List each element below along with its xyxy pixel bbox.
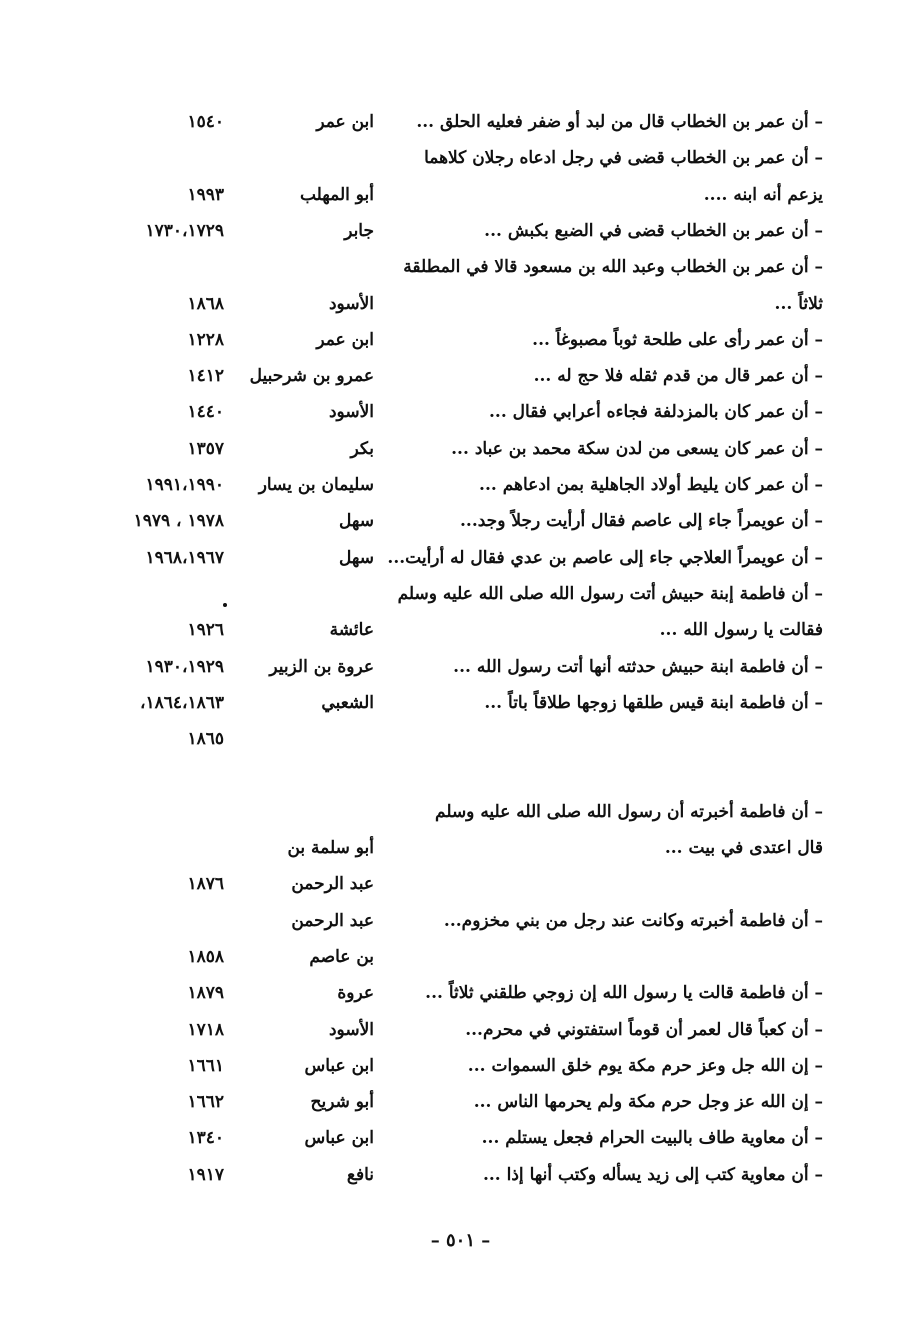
narrator-name: نافع: [346, 1164, 374, 1185]
narrator-name: الشعبي: [321, 692, 374, 713]
hadith-number: ١٦٦١: [187, 1055, 224, 1076]
index-row: [0, 649, 921, 685]
hadith-text: – أن عمر كان بالمزدلفة فجاءه أعرابي فقال ...: [489, 402, 823, 423]
narrator-name: عمرو بن شرحبيل: [249, 366, 374, 387]
hadith-text: – أن عمر بن الخطاب قال من لبد أو ضفر فعليه الحلق ...: [416, 112, 823, 132]
hadith-number: ١٤٤٠: [187, 402, 224, 423]
hadith-number: ١٢٢٨: [187, 329, 224, 350]
hadith-number: ١٩١٧: [187, 1164, 224, 1185]
hadith-number: ١٨٧٦: [187, 874, 224, 895]
hadith-text: فقالت يا رسول الله ...: [659, 620, 823, 641]
index-row: [0, 975, 921, 1011]
narrator-name: سليمان بن يسار: [258, 475, 374, 495]
hadith-number: ١٥٤٠: [187, 112, 224, 132]
index-row: [0, 540, 921, 576]
hadith-text: – أن عمر كان يليط أولاد الجاهلية بمن ادعاهم ...: [479, 475, 823, 495]
index-row: [0, 322, 921, 358]
index-row: [0, 467, 921, 503]
hadith-text: – أن كعباً قال لعمر أن قوماً استفتوني في محرم...: [465, 1019, 823, 1040]
hadith-text: – أن فاطمة أخبرته أن رسول الله صلى الله عليه وسلم: [435, 801, 823, 822]
index-row: [0, 757, 921, 793]
index-row: [0, 213, 921, 249]
hadith-text: – إن الله عز وجل حرم مكة ولم يحرمها الناس ...: [473, 1092, 823, 1113]
narrator-name: عبد الرحمن: [291, 874, 374, 895]
index-row: [0, 177, 921, 213]
hadith-number: ١٨٦٨: [187, 293, 224, 314]
hadith-number: ١٩٩١،١٩٩٠: [145, 475, 224, 495]
hadith-number: ١٤١٢: [187, 366, 224, 387]
index-row: [0, 104, 921, 140]
hadith-number: ١٩٦٨،١٩٦٧: [145, 547, 224, 568]
hadith-number: ١٩٣٠،١٩٢٩: [145, 656, 224, 677]
index-row: [0, 1120, 921, 1156]
hadith-text: ثلاثاً ...: [774, 293, 823, 314]
hadith-text: – أن فاطمة أخبرته وكانت عند رجل من بني مخزوم...: [443, 910, 823, 931]
hadith-number: ١٩٩٣: [187, 184, 224, 205]
hadith-text: – أن عمر بن الخطاب وعبد الله بن مسعود قالا في المطلقة: [403, 257, 823, 278]
hadith-number: ١٨٧٩: [187, 983, 224, 1004]
hadith-text: قال اعتدى في بيت ...: [664, 838, 823, 858]
narrator-name: الأسود: [328, 402, 374, 423]
index-row: [0, 358, 921, 394]
index-row: [0, 140, 921, 176]
index-row: [0, 612, 921, 648]
hadith-number: ١٦٦٢: [187, 1092, 224, 1113]
index-row: [0, 866, 921, 902]
narrator-name: عبد الرحمن: [291, 910, 374, 931]
narrator-name: ابن عباس: [304, 1128, 374, 1149]
narrator-name: أبو سلمة بن: [287, 838, 374, 858]
hadith-number: ١٨٥٨: [187, 946, 224, 967]
index-row: [0, 830, 921, 866]
hadith-number: ١٧٣٠،١٧٢٩: [145, 220, 224, 241]
narrator-name: أبو شريح: [310, 1092, 374, 1113]
hadith-text: – إن الله جل وعز حرم مكة يوم خلق السموات ...: [467, 1055, 823, 1076]
hadith-number: ١٨٦٥: [187, 729, 224, 750]
narrator-name: ابن عمر: [316, 112, 374, 132]
hadith-text: – أن فاطمة قالت يا رسول الله إن زوجي طلقني ثلاثاً ...: [425, 983, 823, 1004]
narrator-name: الأسود: [328, 1019, 374, 1040]
hadith-text: – أن عمر كان يسعى من لدن سكة محمد بن عباد ...: [451, 438, 823, 459]
index-row: [0, 576, 921, 612]
index-row: [0, 1048, 921, 1084]
index-row: [0, 794, 921, 830]
index-row: [0, 721, 921, 757]
narrator-name: سهل: [339, 547, 374, 568]
hadith-number: ١٩٢٦: [187, 620, 224, 641]
stray-dot: [223, 603, 227, 607]
hadith-text: – أن عويمراً جاء إلى عاصم فقال أرأيت رجلاً وجد...: [460, 511, 823, 532]
hadith-text: – أن فاطمة ابنة حبيش حدثته أنها أتت رسول الله ...: [453, 656, 823, 677]
index-row: [0, 286, 921, 322]
index-row: [0, 1012, 921, 1048]
narrator-name: بن عاصم: [309, 946, 374, 967]
hadith-text: – أن عمر بن الخطاب قضى في الضبع بكبش ...: [484, 220, 823, 241]
narrator-name: ابن عمر: [316, 329, 374, 350]
index-row: [0, 503, 921, 539]
hadith-text: – أن فاطمة ابنة قيس طلقها زوجها طلاقاً باتاً ...: [484, 692, 823, 713]
index-row: [0, 394, 921, 430]
hadith-number: ١٩٧٨ ، ١٩٧٩: [133, 511, 224, 532]
hadith-text: – أن عويمراً العلاجي جاء إلى عاصم بن عدي فقال له أرأيت...: [387, 547, 823, 568]
narrator-name: ابن عباس: [304, 1055, 374, 1076]
hadith-text: – أن معاوية طاف بالبيت الحرام فجعل يستلم ...: [481, 1128, 823, 1149]
index-row: [0, 685, 921, 721]
hadith-text: – أن عمر قال من قدم ثقله فلا حج له ...: [533, 366, 823, 387]
narrator-name: عروة: [337, 983, 374, 1004]
hadith-text: يزعم أنه ابنه ....: [703, 184, 823, 205]
index-row: [0, 1157, 921, 1193]
narrator-name: أبو المهلب: [299, 184, 374, 205]
hadith-text: – أن عمر بن الخطاب قضى في رجل ادعاه رجلان كلاهما: [424, 148, 823, 169]
page-number: – ٥٠١ –: [430, 1230, 491, 1251]
narrator-name: الأسود: [328, 293, 374, 314]
hadith-number: ١٣٤٠: [187, 1128, 224, 1149]
index-row: [0, 1084, 921, 1120]
narrator-name: بكر: [350, 438, 374, 459]
hadith-number: ١٧١٨: [187, 1019, 224, 1040]
index-row: [0, 903, 921, 939]
index-row: [0, 939, 921, 975]
narrator-name: عروة بن الزبير: [269, 656, 374, 677]
hadith-number: ١٨٦٤،١٨٦٣،: [139, 692, 224, 713]
hadith-text: – أن فاطمة إبنة حبيش أتت رسول الله صلى الله عليه وسلم: [397, 583, 823, 604]
hadith-text: – أن عمر رأى على طلحة ثوباً مصبوغاً ...: [532, 329, 823, 350]
narrator-name: سهل: [339, 511, 374, 532]
narrator-name: جابر: [344, 220, 374, 241]
hadith-number: ١٣٥٧: [187, 438, 224, 459]
index-row: [0, 431, 921, 467]
hadith-text: – أن معاوية كتب إلى زيد يسأله وكتب أنها إذا ...: [482, 1164, 823, 1185]
index-row: [0, 249, 921, 285]
narrator-name: عائشة: [329, 620, 374, 641]
